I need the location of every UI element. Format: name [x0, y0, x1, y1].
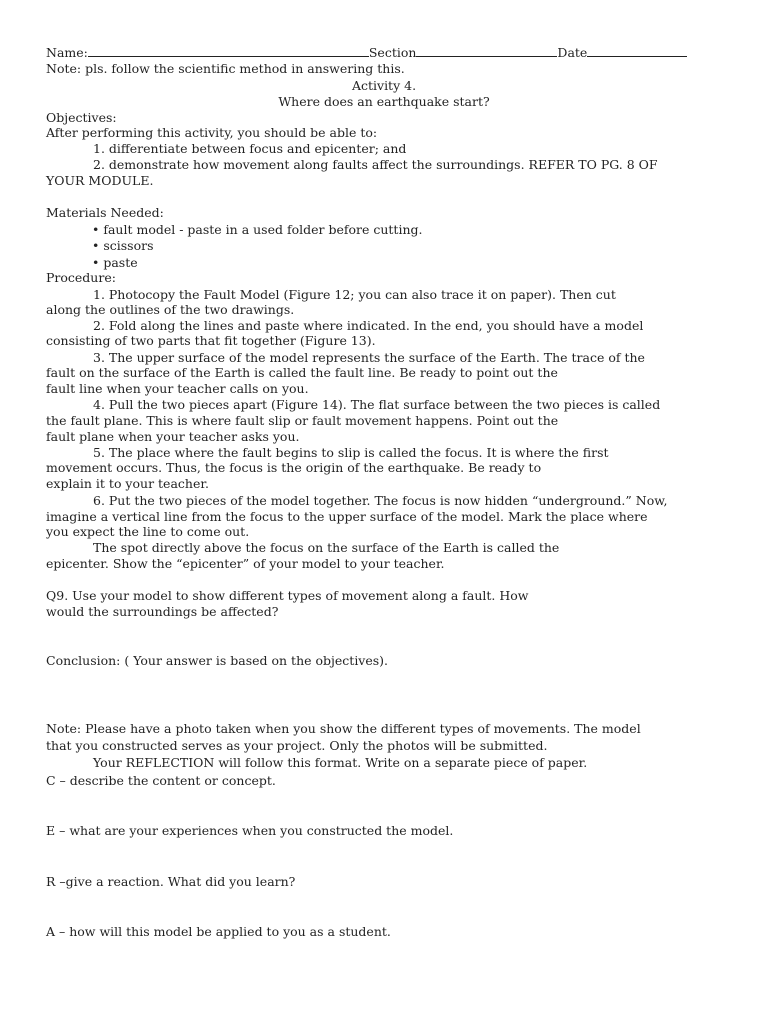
procedure-step-6: 6. Put the two pieces of the model together. The focus is now hidden “underground.” Now,	[93, 493, 668, 508]
objectives-intro: After performing this activity, you should be able to:	[46, 125, 378, 140]
objective-1: 1. differentiate between focus and epicenter; and	[93, 141, 407, 156]
procedure-step-6-cont: you expect the line to come out.	[46, 524, 250, 539]
procedure-step-1-cont: along the outlines of the two drawings.	[46, 302, 295, 317]
name-blank[interactable]	[88, 44, 369, 57]
materials-heading: Materials Needed:	[46, 205, 164, 220]
reflection-e: E – what are your experiences when you constructed the model.	[46, 823, 454, 838]
reflection-a: A – how will this model be applied to you as a student.	[46, 924, 391, 939]
procedure-step-3-cont: fault line when your teacher calls on you.	[46, 381, 309, 396]
date-label: Date	[557, 45, 588, 60]
procedure-step-2-cont: consisting of two parts that fit together (Figure 13).	[46, 333, 376, 348]
epicenter-paragraph: The spot directly above the focus on the surface of the Earth is called the	[93, 540, 560, 555]
procedure-step-4-cont: fault plane when your teacher asks you.	[46, 429, 300, 444]
activity-title: Activity 4.	[351, 78, 417, 93]
date-blank[interactable]	[587, 44, 687, 57]
objective-2: 2. demonstrate how movement along faults affect the surroundings. REFER TO PG. 8 OF	[93, 157, 658, 172]
procedure-step-4: 4. Pull the two pieces apart (Figure 14). The flat surface between the two pieces is called	[93, 397, 661, 412]
objectives-heading: Objectives:	[46, 110, 117, 125]
procedure-step-1: 1. Photocopy the Fault Model (Figure 12; you can also trace it on paper). Then cut	[93, 287, 616, 302]
section-label: Section	[368, 45, 417, 60]
procedure-step-5: 5. The place where the fault begins to slip is called the focus. It is where the first	[93, 445, 609, 460]
activity-question: Where does an earthquake start?	[278, 94, 490, 109]
reflection-c: C – describe the content or concept.	[46, 773, 276, 788]
name-label: Name:	[46, 45, 88, 60]
procedure-step-4-cont: the fault plane. This is where fault slip or fault movement happens. Point out the	[46, 413, 559, 428]
note-line: Note: pls. follow the scientific method in answering this.	[46, 61, 405, 76]
conclusion-prompt: Conclusion: ( Your answer is based on the objectives).	[46, 653, 389, 668]
material-item: • fault model - paste in a used folder before cutting.	[92, 222, 423, 237]
project-note-cont: that you constructed serves as your project. Only the photos will be submitted.	[46, 738, 548, 753]
procedure-step-3: 3. The upper surface of the model represents the surface of the Earth. The trace of the	[93, 350, 645, 365]
material-item: • paste	[92, 255, 138, 270]
procedure-step-6-cont: imagine a vertical line from the focus to the upper surface of the model. Mark the place where	[46, 509, 648, 524]
procedure-step-5-cont: movement occurs. Thus, the focus is the origin of the earthquake. Be ready to	[46, 460, 542, 475]
procedure-step-5-cont: explain it to your teacher.	[46, 476, 209, 491]
question-q9: Q9. Use your model to show different types of movement along a fault. How	[46, 588, 529, 603]
epicenter-paragraph-cont: epicenter. Show the “epicenter” of your model to your teacher.	[46, 556, 445, 571]
project-note: Note: Please have a photo taken when you show the different types of movements. The model	[46, 721, 641, 736]
procedure-step-3-cont: fault on the surface of the Earth is called the fault line. Be ready to point out the	[46, 365, 558, 380]
question-q9-cont: would the surroundings be affected?	[46, 604, 279, 619]
reflection-r: R –give a reaction. What did you learn?	[46, 874, 296, 889]
procedure-heading: Procedure:	[46, 270, 116, 285]
header-line	[46, 44, 728, 60]
section-blank[interactable]	[416, 44, 557, 57]
reflection-instructions: Your REFLECTION will follow this format. Write on a separate piece of paper.	[93, 755, 588, 770]
procedure-step-2: 2. Fold along the lines and paste where indicated. In the end, you should have a model	[93, 318, 644, 333]
objective-2-cont: YOUR MODULE.	[46, 173, 154, 188]
material-item: • scissors	[92, 238, 154, 253]
